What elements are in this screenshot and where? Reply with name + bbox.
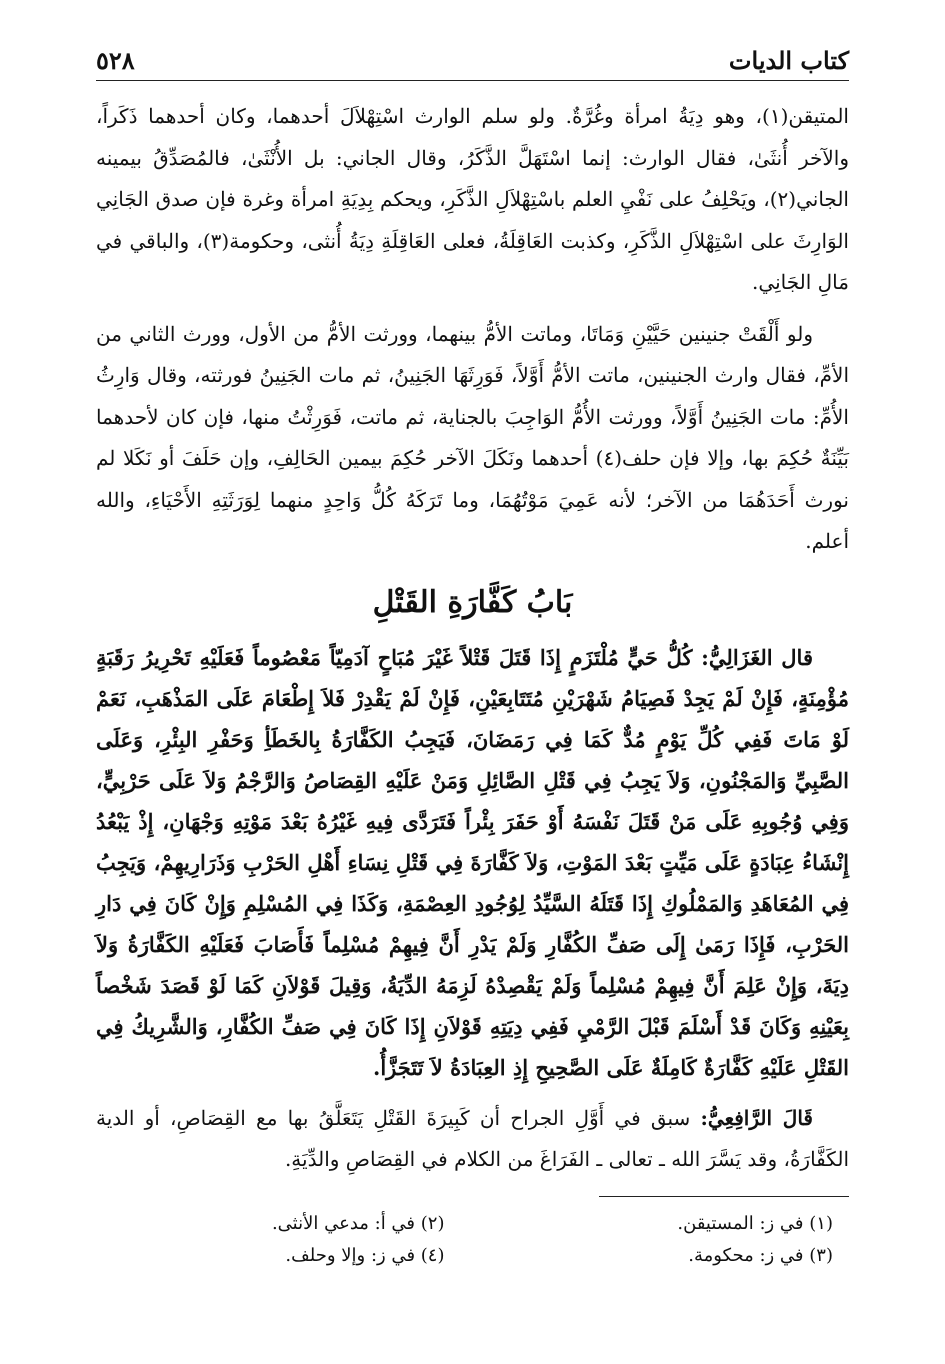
rafii-text: سبق في أَوَّلِ الجراح أن كَبِيرَةَ القَتْلِ يَتَعَلَّقُ بها مع القِصَاصِ، أو الدية الكَفَّارَةُ، وقد يَسَّرَ الله ـ تعالى ـ الفَرَاغَ من الكلام في القِصَاصِ والدِّيَةِ. [96,1105,849,1171]
footnote-2: (٢) في أ: مدعي الأنثى. [271,1213,445,1234]
running-title: كتاب الديات [728,45,849,75]
rafii-commentary [96,1098,849,1181]
section-heading: بَابُ كَفَّارَةِ القَتْلِ [372,584,573,620]
footnote-3: (٣) في ز: محكومة. [688,1245,833,1266]
page-number: ٥٢٨ [96,45,135,75]
paragraph-1: المتيقن(١)، وهو دِيَةُ امرأة وغُرَّةٌ. ولو سلم الوارث اسْتِهْلاَلَ أحدهما، وكان أحدهما ذَكَراً، والآخر أُنثَىٰ، فقال الوارث: إنما اسْتَهَلَّ الذَّكَرُ، وقال الجاني: بل الأُنْثَىٰ، فالمُصَدِّقُ بيمينه الجاني(٢)، ويَحْلِفُ على نَفْيِ العلم باسْتِهْلاَلِ الذَّكَرِ، ويحكم بِدِيَةِ امرأة وغرة فإن صدق الجَانِي الوَارِثَ على اسْتِهْلاَلِ الذَّكَرِ، وكذبت العَاقِلَةُ، فعلى العَاقِلَةِ دِيَةُ أُنثى، وحكومة(٣)، والباقي في مَالِ الجَانِي. [96,104,849,294]
main-text [96,96,849,1191]
footnote-4: (٤) في ز: وإلا وحلف. [285,1245,445,1266]
paragraph-2: ولو أَلْقَتْ جنينين حَيَّيْنِ وَمَاتَا، وماتت الأمُّ بينهما، وورثت الأمُّ من الأول، وورث الثاني من الأمِّ، فقال وارث الجنينين، ماتت الأمُّ أَوَّلاً، فَوَرِثَهَا الجَنِينُ، ثم مات الجَنِينُ فورثته، وقال وَارِثُ الأُمِّ: مات الجَنِينُ أَوَّلاً، وورثت الأُمُّ الوَاجِبَ بالجناية، ثم ماتت، فَوَرِثْتُ منها، فإن كان لأحدهما بَيِّنَةٌ حُكِمَ بها، وإلا فإن حلف(٤) أحدهما ونَكَلَ الآخر حُكِمَ بيمين الحَالِفِ، وإن حَلَفَ أو نَكَلا لم نورث أَحَدَهُمَا من الآخر؛ لأنه عَمِيَ مَوْتُهُمَا، وما تَرَكَهُ كُلُّ وَاحِدٍ منهما لِوَرَثَتِهِ الأَحْيَاءِ، والله أعلم. [96,321,849,553]
footnotes [96,1208,833,1272]
ghazali-text: كُلُّ حَيٍّ مُلْتَزَمٍ إِذَا قَتَلَ قَتْلاً غَيْرَ مُبَاحٍ آدَمِيّاً مَعْصُوماً فَعَلَيْهِ تَحْرِيرُ رَقَبَةٍ مُؤْمِنَةٍ، فَإِنْ لَمْ يَجِدْ فَصِيَامُ شَهْرَيْنِ مُتَتَابِعَيْنِ، فَإِنْ لَمْ يَقْدِرْ فَلاَ إِطْعَامَ عَلَى المَذْهَبِ، نَعَمْ لَوْ مَاتَ فَفِي كُلِّ يَوْمٍ مُدٌّ كَمَا فِي رَمَضَانَ، فَيَجِبُ الكَفَّارَةُ بِالخَطَأِ وَحَفْرِ البِئْرِ، وَعَلَى الصَّبِيِّ وَالمَجْنُونِ، وَلاَ يَجِبُ فِي قَتْلِ الصَّائِلِ وَمَنْ عَلَيْهِ القِصَاصُ وَالرَّجْمُ وَلاَ عَلَى حَرْبِيٍّ، وَفِي وُجُوبِهِ عَلَى مَنْ قَتَلَ نَفْسَهُ أَوْ حَفَرَ بِئْراً فَتَرَدَّى فِيهِ غَيْرُهُ بَعْدَ مَوْتِهِ وَجْهَانِ، إِذْ يَبْعُدُ إِنْشَاءُ عِبَادَةٍ عَلَى مَيِّتٍ بَعْدَ المَوْتِ، وَلاَ كَفَّارَةَ فِي قَتْلِ نِسَاءِ أَهْلِ الحَرْبِ وَذَرَارِيهِمْ، وَيَجِبُ فِي المُعَاهَدِ وَالمَمْلُوكِ إِذَا قَتَلَهُ السَّيِّدُ لِوُجُودِ العِصْمَةِ، وَكَذَا فِي المُسْلِمِ وَإِنْ كَانَ فِي دَارِ الحَرْبِ، فَإِذَا رَمَىٰ إِلَى صَفِّ الكُفَّارِ وَلَمْ يَدْرِ أَنَّ فِيهِمْ مُسْلِماً فَأَصَابَ فَعَلَيْهِ الكَفَّارَةُ وَلاَ دِيَةَ، وَإِنْ عَلِمَ أَنَّ فِيهِمْ مُسْلِماً وَلَمْ يَقْصِدْهُ لَزِمَهُ الدِّيَةُ، وَقِيلَ قَوْلاَنِ كَمَا لَوْ قَصَدَ شَخْصاً بِعَيْنِهِ وَكَانَ قَدْ أَسْلَمَ قَبْلَ الرَّمْيِ فَفِي دِيَتِهِ قَوْلاَنِ إِذَا كَانَ فِي صَفِّ الكُفَّارِ، وَالشَّرِيكُ فِي القَتْلِ عَلَيْهِ كَفَّارَةٌ كَامِلَةٌ عَلَى الصَّحِيحِ إِذِ العِبَادَةُ لاَ تَتَجَزَّأُ. [96,644,850,1080]
footnote-divider [599,1196,849,1197]
ghazali-speaker: قال الغَزَالِيُّ: [701,644,813,670]
rafii-speaker: قَالَ الرَّافِعِيُّ: [700,1105,813,1130]
page-header [96,40,849,81]
ghazali-quote [96,637,849,1088]
footnote-1: (١) في ز: المستيقن. [677,1213,833,1234]
